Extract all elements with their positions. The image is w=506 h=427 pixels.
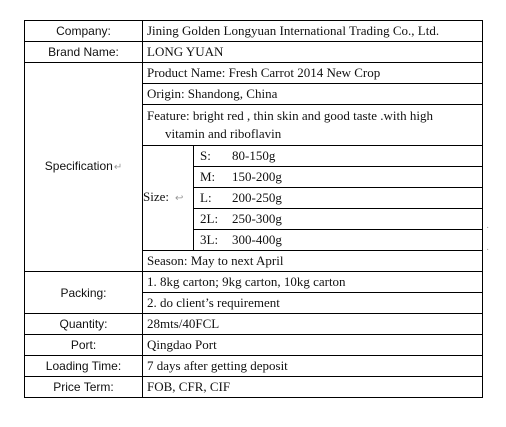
- size-code: 3L:: [200, 232, 219, 247]
- packing-line-2: 2. do client’s requirement: [143, 293, 483, 314]
- size-row: [194, 146, 483, 167]
- size-row: [194, 167, 483, 188]
- size-entry: [194, 146, 483, 167]
- quantity-label: Quantity:: [25, 314, 143, 335]
- size-row: [194, 230, 483, 251]
- brand-value: LONG YUAN: [143, 42, 483, 63]
- size-label-cell: [143, 146, 193, 250]
- packing-label: Packing:: [25, 272, 143, 314]
- season-value: Season: May to next April: [143, 251, 483, 272]
- row-brand: [25, 42, 483, 63]
- specification-label: Specification: [44, 159, 113, 173]
- size-range: 300-400g: [232, 232, 282, 247]
- specification-label-cell: [25, 63, 143, 272]
- size-code: S:: [200, 148, 211, 163]
- origin-value: Origin: Shandong, China: [143, 84, 483, 105]
- size-label: Size:: [143, 189, 169, 204]
- brand-label: Brand Name:: [25, 42, 143, 63]
- row-product-name: [25, 63, 483, 84]
- size-entry: [194, 209, 483, 230]
- row-packing-1: [25, 272, 483, 293]
- size-range: 200-250g: [232, 190, 282, 205]
- row-port: [25, 335, 483, 356]
- loading-time-value: 7 days after getting deposit: [143, 356, 483, 377]
- row-loading-time: [25, 356, 483, 377]
- port-value: Qingdao Port: [143, 335, 483, 356]
- size-cell: [143, 146, 483, 251]
- size-row: [194, 209, 483, 230]
- size-grid: [193, 146, 482, 250]
- packing-line-1: 1. 8kg carton; 9kg carton, 10kg carton: [143, 272, 483, 293]
- feature-line-1: Feature: bright red , thin skin and good taste .with high: [147, 108, 433, 123]
- company-value: Jining Golden Longyuan International Trading Co., Ltd.: [143, 21, 483, 42]
- port-label: Port:: [25, 335, 143, 356]
- size-range: 150-200g: [232, 169, 282, 184]
- arrow-mark-icon: ↩: [175, 193, 184, 204]
- paragraph-mark-icon: ↵: [113, 162, 123, 173]
- product-spec-table: [24, 20, 483, 398]
- size-row: [194, 188, 483, 209]
- price-term-value: FOB, CFR, CIF: [143, 377, 483, 398]
- row-company: [25, 21, 483, 42]
- margin-mark-icon: ·: [486, 244, 490, 255]
- size-grid-cell: [193, 146, 482, 250]
- size-code: M:: [200, 169, 216, 184]
- loading-time-label: Loading Time:: [25, 356, 143, 377]
- feature-line-2: vitamin and riboflavin: [165, 126, 282, 141]
- size-layout: [143, 146, 482, 250]
- size-entry: [194, 230, 483, 251]
- size-range: 250-300g: [232, 211, 282, 226]
- size-entry: [194, 188, 483, 209]
- quantity-value: 28mts/40FCL: [143, 314, 483, 335]
- price-term-label: Price Term:: [25, 377, 143, 398]
- feature-value: [143, 105, 483, 146]
- row-price-term: [25, 377, 483, 398]
- margin-mark-icon: ·: [486, 222, 490, 233]
- size-entry: [194, 167, 483, 188]
- company-label: Company:: [25, 21, 143, 42]
- size-range: 80-150g: [232, 148, 276, 163]
- size-code: 2L:: [200, 211, 219, 226]
- product-name-value: Product Name: Fresh Carrot 2014 New Crop: [143, 63, 483, 84]
- size-code: L:: [200, 190, 212, 205]
- row-quantity: [25, 314, 483, 335]
